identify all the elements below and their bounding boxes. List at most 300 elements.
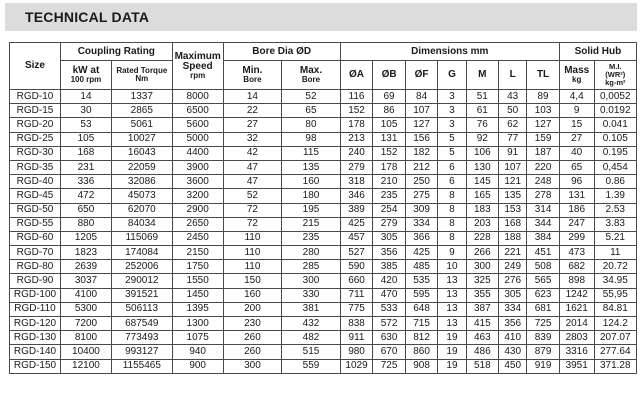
cell-ob: 420 <box>373 274 406 288</box>
cell-max-bore: 215 <box>282 217 341 231</box>
cell-size: RGD-120 <box>10 317 61 331</box>
cell-max-speed: 3900 <box>172 160 223 174</box>
cell-mi: 0.105 <box>594 132 636 146</box>
cell-tl: 159 <box>527 132 560 146</box>
table-row <box>10 217 637 231</box>
cell-max-speed: 900 <box>172 359 223 373</box>
cell-min-bore: 47 <box>223 175 282 189</box>
cell-size: RGD-150 <box>10 359 61 373</box>
cell-tl: 314 <box>527 203 560 217</box>
cell-ob: 86 <box>373 104 406 118</box>
cell-size: RGD-20 <box>10 118 61 132</box>
cell-torque: 115069 <box>111 231 172 245</box>
cell-torque: 1155465 <box>111 359 172 373</box>
cell-max-speed: 1075 <box>172 331 223 345</box>
cell-max-speed: 1550 <box>172 274 223 288</box>
cell-m: 92 <box>466 132 499 146</box>
cell-torque: 45073 <box>111 189 172 203</box>
cell-min-bore: 47 <box>223 160 282 174</box>
cell-ob: 630 <box>373 331 406 345</box>
cell-max-bore: 195 <box>282 203 341 217</box>
cell-kw: 8100 <box>60 331 111 345</box>
table-row <box>10 231 637 245</box>
cell-max-bore: 381 <box>282 302 341 316</box>
table-row <box>10 132 637 146</box>
cell-min-bore: 72 <box>223 217 282 231</box>
col-oa-header: ØA <box>340 61 373 90</box>
cell-min-bore: 260 <box>223 345 282 359</box>
cell-mi: 3.83 <box>594 217 636 231</box>
cell-m: 266 <box>466 246 499 260</box>
cell-l: 168 <box>499 217 527 231</box>
cell-kw: 1823 <box>60 246 111 260</box>
cell-m: 486 <box>466 345 499 359</box>
max-speed-unit: rpm <box>190 71 206 80</box>
cell-min-bore: 110 <box>223 260 282 274</box>
cell-mi: 0,0052 <box>594 90 636 104</box>
cell-l: 121 <box>499 175 527 189</box>
cell-mi: 0,454 <box>594 160 636 174</box>
cell-ob: 69 <box>373 90 406 104</box>
cell-max-bore: 515 <box>282 345 341 359</box>
cell-mi: 0.195 <box>594 146 636 160</box>
cell-mass: 40 <box>559 146 594 160</box>
cell-ob: 279 <box>373 217 406 231</box>
col-kw-header <box>60 61 111 90</box>
col-g-header: G <box>438 61 466 90</box>
cell-mass: 186 <box>559 203 594 217</box>
cell-m: 518 <box>466 359 499 373</box>
cell-torque: 84034 <box>111 217 172 231</box>
cell-of: 127 <box>405 118 438 132</box>
cell-of: 595 <box>405 288 438 302</box>
cell-max-speed: 4400 <box>172 146 223 160</box>
cell-g: 3 <box>438 118 466 132</box>
cell-m: 130 <box>466 160 499 174</box>
cell-of: 535 <box>405 274 438 288</box>
cell-m: 415 <box>466 317 499 331</box>
table-row <box>10 104 637 118</box>
cell-max-bore: 482 <box>282 331 341 345</box>
cell-ob: 254 <box>373 203 406 217</box>
cell-g: 13 <box>438 288 466 302</box>
cell-torque: 22059 <box>111 160 172 174</box>
cell-oa: 980 <box>340 345 373 359</box>
cell-max-speed: 5000 <box>172 132 223 146</box>
cell-kw: 650 <box>60 203 111 217</box>
max-line2: Bore <box>301 75 321 85</box>
cell-kw: 168 <box>60 146 111 160</box>
cell-l: 249 <box>499 260 527 274</box>
cell-max-bore: 80 <box>282 118 341 132</box>
table-row <box>10 146 637 160</box>
cell-max-bore: 135 <box>282 160 341 174</box>
cell-ob: 356 <box>373 246 406 260</box>
cell-max-speed: 940 <box>172 345 223 359</box>
cell-of: 366 <box>405 231 438 245</box>
col-of-header: ØF <box>405 61 438 90</box>
cell-mass: 15 <box>559 118 594 132</box>
cell-min-bore: 110 <box>223 231 282 245</box>
cell-m: 463 <box>466 331 499 345</box>
cell-torque: 506113 <box>111 302 172 316</box>
section-title: TECHNICAL DATA <box>5 3 637 31</box>
cell-ob: 385 <box>373 260 406 274</box>
cell-mi: 2.53 <box>594 203 636 217</box>
min-line2: Bore <box>243 75 262 85</box>
col-ob-header: ØB <box>373 61 406 90</box>
cell-oa: 775 <box>340 302 373 316</box>
cell-min-bore: 200 <box>223 302 282 316</box>
cell-m: 145 <box>466 175 499 189</box>
cell-ob: 210 <box>373 175 406 189</box>
table-row <box>10 189 637 203</box>
cell-l: 91 <box>499 146 527 160</box>
min-line1: Min. <box>242 64 263 76</box>
table-body <box>10 90 637 374</box>
col-size-header: Size <box>10 43 61 90</box>
cell-g: 3 <box>438 90 466 104</box>
cell-max-bore: 235 <box>282 231 341 245</box>
cell-of: 485 <box>405 260 438 274</box>
cell-tl: 344 <box>527 217 560 231</box>
cell-max-bore: 180 <box>282 189 341 203</box>
col-torque-header <box>111 61 172 90</box>
cell-tl: 103 <box>527 104 560 118</box>
kw-line1: kW at <box>72 64 100 76</box>
mi-line1: M.I. <box>609 61 622 71</box>
cell-max-speed: 5600 <box>172 118 223 132</box>
cell-min-bore: 260 <box>223 331 282 345</box>
cell-mi: 11 <box>594 246 636 260</box>
cell-torque: 174084 <box>111 246 172 260</box>
cell-kw: 30 <box>60 104 111 118</box>
cell-max-speed: 1750 <box>172 260 223 274</box>
cell-mass: 473 <box>559 246 594 260</box>
cell-size: RGD-100 <box>10 288 61 302</box>
cell-ob: 670 <box>373 345 406 359</box>
cell-m: 183 <box>466 203 499 217</box>
table-row <box>10 359 637 373</box>
torque-line2: Nm <box>135 74 149 83</box>
cell-kw: 2639 <box>60 260 111 274</box>
cell-g: 8 <box>438 189 466 203</box>
table-row <box>10 246 637 260</box>
cell-min-bore: 150 <box>223 274 282 288</box>
mi-line2: (WR²) <box>605 69 626 79</box>
cell-torque: 62070 <box>111 203 172 217</box>
cell-mass: 65 <box>559 160 594 174</box>
cell-tl: 278 <box>527 189 560 203</box>
cell-of: 908 <box>405 359 438 373</box>
cell-max-speed: 2650 <box>172 217 223 231</box>
cell-oa: 660 <box>340 274 373 288</box>
cell-oa: 711 <box>340 288 373 302</box>
cell-kw: 10400 <box>60 345 111 359</box>
cell-min-bore: 14 <box>223 90 282 104</box>
cell-l: 107 <box>499 160 527 174</box>
cell-of: 84 <box>405 90 438 104</box>
table-row <box>10 274 637 288</box>
cell-ob: 152 <box>373 146 406 160</box>
cell-min-bore: 27 <box>223 118 282 132</box>
cell-max-bore: 98 <box>282 132 341 146</box>
cell-g: 8 <box>438 217 466 231</box>
cell-ob: 533 <box>373 302 406 316</box>
cell-mi: 1.39 <box>594 189 636 203</box>
cell-of: 309 <box>405 203 438 217</box>
cell-mass: 1242 <box>559 288 594 302</box>
max-speed-line1: Maximum <box>174 51 221 62</box>
cell-of: 250 <box>405 175 438 189</box>
cell-l: 334 <box>499 302 527 316</box>
cell-ob: 305 <box>373 231 406 245</box>
cell-m: 300 <box>466 260 499 274</box>
cell-mass: 299 <box>559 231 594 245</box>
cell-tl: 187 <box>527 146 560 160</box>
cell-m: 203 <box>466 217 499 231</box>
cell-max-bore: 115 <box>282 146 341 160</box>
cell-l: 410 <box>499 331 527 345</box>
cell-min-bore: 52 <box>223 189 282 203</box>
cell-g: 10 <box>438 260 466 274</box>
cell-oa: 346 <box>340 189 373 203</box>
cell-m: 355 <box>466 288 499 302</box>
cell-g: 8 <box>438 231 466 245</box>
col-m-header: M <box>466 61 499 90</box>
cell-mi: 0.041 <box>594 118 636 132</box>
cell-ob: 131 <box>373 132 406 146</box>
cell-of: 275 <box>405 189 438 203</box>
cell-of: 156 <box>405 132 438 146</box>
cell-g: 19 <box>438 345 466 359</box>
cell-kw: 880 <box>60 217 111 231</box>
col-tl-header: TL <box>527 61 560 90</box>
cell-max-bore: 559 <box>282 359 341 373</box>
cell-mi: 84.81 <box>594 302 636 316</box>
cell-mass: 2014 <box>559 317 594 331</box>
cell-mass: 3316 <box>559 345 594 359</box>
cell-torque: 16043 <box>111 146 172 160</box>
cell-mass: 131 <box>559 189 594 203</box>
cell-kw: 5300 <box>60 302 111 316</box>
cell-of: 812 <box>405 331 438 345</box>
cell-oa: 178 <box>340 118 373 132</box>
cell-kw: 105 <box>60 132 111 146</box>
table-header <box>10 43 637 90</box>
cell-mass: 96 <box>559 175 594 189</box>
cell-ob: 572 <box>373 317 406 331</box>
table-row <box>10 288 637 302</box>
cell-size: RGD-50 <box>10 203 61 217</box>
cell-torque: 773493 <box>111 331 172 345</box>
cell-min-bore: 42 <box>223 146 282 160</box>
cell-of: 648 <box>405 302 438 316</box>
cell-l: 50 <box>499 104 527 118</box>
solid-hub-header: Solid Hub <box>559 43 636 61</box>
cell-tl: 565 <box>527 274 560 288</box>
cell-max-speed: 1450 <box>172 288 223 302</box>
cell-tl: 623 <box>527 288 560 302</box>
cell-l: 276 <box>499 274 527 288</box>
cell-tl: 220 <box>527 160 560 174</box>
cell-of: 715 <box>405 317 438 331</box>
cell-size: RGD-40 <box>10 175 61 189</box>
kw-line2: 100 rpm <box>70 75 102 85</box>
mass-line1: Mass <box>564 64 590 76</box>
torque-line1: Rated Torque <box>116 65 168 75</box>
table-row <box>10 175 637 189</box>
col-mass-header <box>559 61 594 90</box>
cell-max-bore: 280 <box>282 246 341 260</box>
cell-m: 106 <box>466 146 499 160</box>
cell-min-bore: 72 <box>223 203 282 217</box>
cell-ob: 178 <box>373 160 406 174</box>
cell-kw: 336 <box>60 175 111 189</box>
cell-min-bore: 22 <box>223 104 282 118</box>
cell-of: 212 <box>405 160 438 174</box>
cell-m: 228 <box>466 231 499 245</box>
cell-min-bore: 300 <box>223 359 282 373</box>
col-mi-header <box>594 61 636 90</box>
cell-g: 13 <box>438 317 466 331</box>
table-row <box>10 260 637 274</box>
table-row <box>10 345 637 359</box>
cell-g: 13 <box>438 302 466 316</box>
cell-oa: 911 <box>340 331 373 345</box>
cell-mass: 2803 <box>559 331 594 345</box>
cell-l: 43 <box>499 90 527 104</box>
cell-max-speed: 1300 <box>172 317 223 331</box>
cell-mi: 5.21 <box>594 231 636 245</box>
cell-m: 165 <box>466 189 499 203</box>
table-row <box>10 203 637 217</box>
cell-g: 5 <box>438 132 466 146</box>
cell-kw: 4100 <box>60 288 111 302</box>
table-row <box>10 317 637 331</box>
cell-l: 77 <box>499 132 527 146</box>
cell-ob: 725 <box>373 359 406 373</box>
cell-size: RGD-90 <box>10 274 61 288</box>
cell-of: 860 <box>405 345 438 359</box>
cell-of: 107 <box>405 104 438 118</box>
table-row <box>10 118 637 132</box>
col-max-speed-header <box>172 43 223 90</box>
cell-mi: 34.95 <box>594 274 636 288</box>
cell-oa: 389 <box>340 203 373 217</box>
cell-ob: 470 <box>373 288 406 302</box>
cell-tl: 384 <box>527 231 560 245</box>
cell-size: RGD-130 <box>10 331 61 345</box>
cell-g: 19 <box>438 331 466 345</box>
cell-tl: 681 <box>527 302 560 316</box>
cell-g: 9 <box>438 246 466 260</box>
cell-oa: 279 <box>340 160 373 174</box>
cell-g: 6 <box>438 160 466 174</box>
cell-g: 3 <box>438 104 466 118</box>
cell-oa: 318 <box>340 175 373 189</box>
cell-m: 61 <box>466 104 499 118</box>
cell-kw: 472 <box>60 189 111 203</box>
cell-m: 51 <box>466 90 499 104</box>
cell-max-speed: 8000 <box>172 90 223 104</box>
cell-oa: 213 <box>340 132 373 146</box>
col-max-bore-header <box>282 61 341 90</box>
cell-max-speed: 6500 <box>172 104 223 118</box>
cell-mi: 0.0192 <box>594 104 636 118</box>
coupling-rating-header: Coupling Rating <box>60 43 172 61</box>
cell-mi: 55,95 <box>594 288 636 302</box>
cell-size: RGD-45 <box>10 189 61 203</box>
cell-oa: 590 <box>340 260 373 274</box>
cell-of: 425 <box>405 246 438 260</box>
cell-m: 325 <box>466 274 499 288</box>
cell-mi: 20.72 <box>594 260 636 274</box>
cell-g: 5 <box>438 146 466 160</box>
cell-kw: 1205 <box>60 231 111 245</box>
cell-l: 221 <box>499 246 527 260</box>
cell-l: 153 <box>499 203 527 217</box>
cell-max-bore: 432 <box>282 317 341 331</box>
cell-mi: 124.2 <box>594 317 636 331</box>
cell-torque: 10027 <box>111 132 172 146</box>
cell-torque: 2865 <box>111 104 172 118</box>
cell-max-bore: 160 <box>282 175 341 189</box>
cell-l: 450 <box>499 359 527 373</box>
max-speed-line2: Speed <box>182 61 213 72</box>
cell-g: 8 <box>438 203 466 217</box>
cell-mass: 682 <box>559 260 594 274</box>
cell-size: RGD-25 <box>10 132 61 146</box>
col-min-bore-header <box>223 61 282 90</box>
cell-kw: 7200 <box>60 317 111 331</box>
cell-size: RGD-15 <box>10 104 61 118</box>
cell-max-bore: 300 <box>282 274 341 288</box>
cell-size: RGD-55 <box>10 217 61 231</box>
cell-max-speed: 3600 <box>172 175 223 189</box>
max-line1: Max. <box>299 64 323 76</box>
cell-size: RGD-60 <box>10 231 61 245</box>
bore-dia-header: Bore Dia ØD <box>223 43 340 61</box>
cell-ob: 105 <box>373 118 406 132</box>
cell-max-speed: 3200 <box>172 189 223 203</box>
cell-max-bore: 330 <box>282 288 341 302</box>
table-row <box>10 90 637 104</box>
cell-mass: 3951 <box>559 359 594 373</box>
cell-max-speed: 1395 <box>172 302 223 316</box>
cell-min-bore: 230 <box>223 317 282 331</box>
cell-oa: 240 <box>340 146 373 160</box>
cell-l: 188 <box>499 231 527 245</box>
cell-mi: 371.28 <box>594 359 636 373</box>
cell-m: 387 <box>466 302 499 316</box>
cell-torque: 32086 <box>111 175 172 189</box>
cell-l: 356 <box>499 317 527 331</box>
technical-data-table <box>9 42 637 374</box>
cell-mass: 9 <box>559 104 594 118</box>
cell-tl: 839 <box>527 331 560 345</box>
cell-mi: 277.64 <box>594 345 636 359</box>
table-row <box>10 331 637 345</box>
cell-kw: 231 <box>60 160 111 174</box>
cell-tl: 451 <box>527 246 560 260</box>
cell-max-speed: 2900 <box>172 203 223 217</box>
cell-size: RGD-110 <box>10 302 61 316</box>
cell-tl: 508 <box>527 260 560 274</box>
cell-min-bore: 32 <box>223 132 282 146</box>
cell-torque: 993127 <box>111 345 172 359</box>
cell-oa: 425 <box>340 217 373 231</box>
